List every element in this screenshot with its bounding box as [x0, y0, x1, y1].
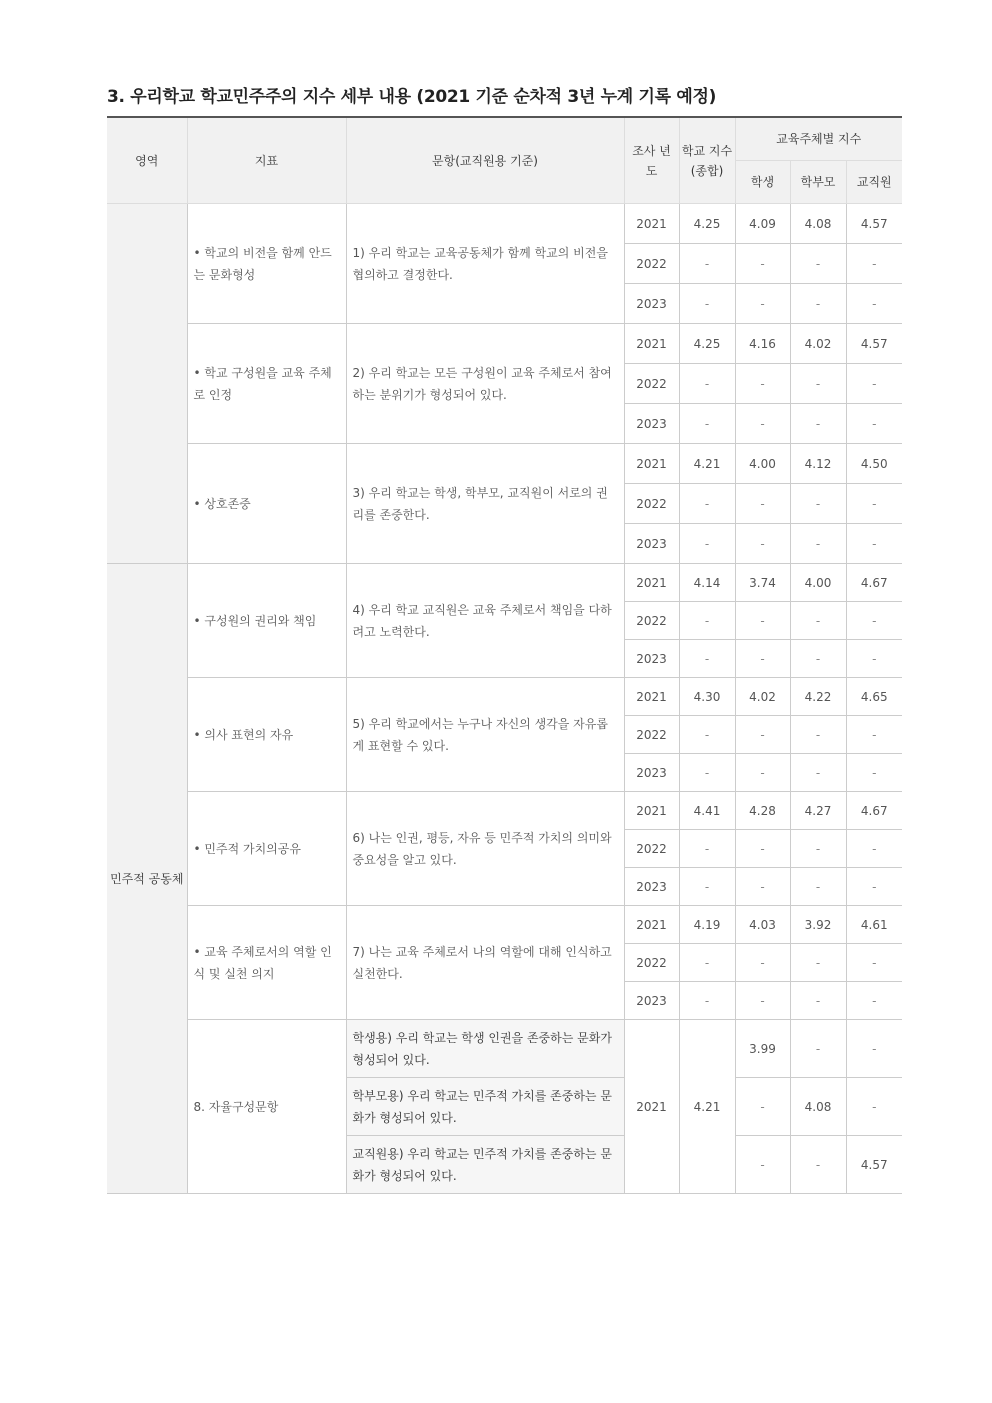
parent-index-cell: -	[790, 364, 846, 404]
year-cell: 2021	[624, 204, 679, 244]
item-cell: 2) 우리 학교는 모든 구성원이 교육 주체로서 참여하는 분위기가 형성되어 있다.	[346, 324, 624, 444]
student-index-cell: -	[735, 1136, 790, 1194]
student-index-cell: -	[735, 944, 790, 982]
item-cell: 교직원용) 우리 학교는 민주적 가치를 존중하는 문화가 형성되어 있다.	[346, 1136, 624, 1194]
parent-index-cell: -	[790, 868, 846, 906]
header-teacher: 교직원	[846, 161, 902, 204]
teacher-index-cell: -	[846, 404, 902, 444]
year-cell: 2021	[624, 324, 679, 364]
indicator-cell: • 구성원의 권리와 책임	[187, 564, 346, 678]
item-cell: 1) 우리 학교는 교육공동체가 함께 학교의 비전을 협의하고 결정한다.	[346, 204, 624, 324]
year-cell: 2023	[624, 284, 679, 324]
year-cell: 2022	[624, 716, 679, 754]
table-row	[107, 564, 902, 602]
table-row	[107, 678, 902, 716]
table-row	[107, 444, 902, 484]
student-index-cell: -	[735, 364, 790, 404]
teacher-index-cell: 4.57	[846, 324, 902, 364]
item-cell: 학부모용) 우리 학교는 민주적 가치를 존중하는 문화가 형성되어 있다.	[346, 1078, 624, 1136]
year-cell: 2021	[624, 906, 679, 944]
item-cell: 학생용) 우리 학교는 학생 인권을 존중하는 문화가 형성되어 있다.	[346, 1020, 624, 1078]
parent-index-cell: -	[790, 754, 846, 792]
parent-index-cell: 4.00	[790, 564, 846, 602]
student-index-cell: -	[735, 716, 790, 754]
year-cell: 2022	[624, 944, 679, 982]
parent-index-cell: -	[790, 284, 846, 324]
indicator-cell: • 학교 구성원을 교육 주체로 인정	[187, 324, 346, 444]
year-cell: 2023	[624, 404, 679, 444]
student-index-cell: 3.99	[735, 1020, 790, 1078]
school-index-cell: 4.21	[679, 444, 735, 484]
school-index-cell: -	[679, 244, 735, 284]
teacher-index-cell: 4.61	[846, 906, 902, 944]
school-index-cell: -	[679, 868, 735, 906]
indicator-cell: • 교육 주체로서의 역할 인식 및 실천 의지	[187, 906, 346, 1020]
section-title: 3. 우리학교 학교민주주의 지수 세부 내용 (2021 기준 순차적 3년 누계 기록 예정)	[107, 87, 717, 107]
parent-index-cell: 4.12	[790, 444, 846, 484]
teacher-index-cell: -	[846, 1078, 902, 1136]
year-cell: 2021	[624, 564, 679, 602]
parent-index-cell: -	[790, 1020, 846, 1078]
teacher-index-cell: -	[846, 524, 902, 564]
indicator-cell: 8. 자율구성문항	[187, 1020, 346, 1194]
header-group-index: 교육주체별 지수	[735, 117, 902, 161]
school-index-cell: -	[679, 602, 735, 640]
school-index-cell: 4.30	[679, 678, 735, 716]
year-cell: 2023	[624, 982, 679, 1020]
student-index-cell: -	[735, 640, 790, 678]
student-index-cell: 3.74	[735, 564, 790, 602]
parent-index-cell: 3.92	[790, 906, 846, 944]
student-index-cell: -	[735, 754, 790, 792]
year-cell: 2022	[624, 484, 679, 524]
teacher-index-cell: -	[846, 982, 902, 1020]
parent-index-cell: -	[790, 1136, 846, 1194]
header-school-index: 학교 지수(종합)	[679, 117, 735, 204]
item-cell: 6) 나는 인권, 평등, 자유 등 민주적 가치의 의미와 중요성을 알고 있다.	[346, 792, 624, 906]
teacher-index-cell: 4.57	[846, 204, 902, 244]
header-area: 영역	[107, 117, 187, 204]
teacher-index-cell: -	[846, 602, 902, 640]
parent-index-cell: -	[790, 244, 846, 284]
year-cell: 2021	[624, 678, 679, 716]
parent-index-cell: -	[790, 484, 846, 524]
teacher-index-cell: -	[846, 484, 902, 524]
teacher-index-cell: -	[846, 640, 902, 678]
year-cell: 2021	[624, 1020, 679, 1194]
student-index-cell: -	[735, 602, 790, 640]
student-index-cell: -	[735, 830, 790, 868]
school-index-cell: -	[679, 830, 735, 868]
teacher-index-cell: 4.67	[846, 564, 902, 602]
teacher-index-cell: 4.65	[846, 678, 902, 716]
header-student: 학생	[735, 161, 790, 204]
student-index-cell: 4.09	[735, 204, 790, 244]
year-cell: 2022	[624, 602, 679, 640]
school-index-cell: -	[679, 944, 735, 982]
parent-index-cell: -	[790, 404, 846, 444]
table-row	[107, 204, 902, 244]
area-cell: 민주적 공동체	[107, 564, 187, 1194]
teacher-index-cell: 4.50	[846, 444, 902, 484]
teacher-index-cell: -	[846, 1020, 902, 1078]
school-index-cell: -	[679, 364, 735, 404]
student-index-cell: 4.00	[735, 444, 790, 484]
header-year: 조사 년도	[624, 117, 679, 204]
student-index-cell: 4.16	[735, 324, 790, 364]
student-index-cell: -	[735, 868, 790, 906]
indicator-cell: • 상호존중	[187, 444, 346, 564]
teacher-index-cell: -	[846, 944, 902, 982]
parent-index-cell: 4.27	[790, 792, 846, 830]
year-cell: 2021	[624, 444, 679, 484]
indicator-cell: • 민주적 가치의공유	[187, 792, 346, 906]
parent-index-cell: -	[790, 830, 846, 868]
table-row	[107, 1020, 902, 1078]
parent-index-cell: -	[790, 982, 846, 1020]
school-index-cell: -	[679, 284, 735, 324]
year-cell: 2022	[624, 830, 679, 868]
parent-index-cell: -	[790, 602, 846, 640]
indicator-cell: • 의사 표현의 자유	[187, 678, 346, 792]
student-index-cell: -	[735, 982, 790, 1020]
student-index-cell: 4.28	[735, 792, 790, 830]
school-index-cell: 4.19	[679, 906, 735, 944]
teacher-index-cell: -	[846, 868, 902, 906]
school-index-cell: -	[679, 982, 735, 1020]
item-cell: 4) 우리 학교 교직원은 교육 주체로서 책임을 다하려고 노력한다.	[346, 564, 624, 678]
school-index-cell: -	[679, 484, 735, 524]
table-row	[107, 906, 902, 944]
teacher-index-cell: -	[846, 364, 902, 404]
area-cell-empty	[107, 204, 187, 564]
school-index-cell: -	[679, 640, 735, 678]
item-cell: 3) 우리 학교는 학생, 학부모, 교직원이 서로의 권리를 존중한다.	[346, 444, 624, 564]
teacher-index-cell: 4.67	[846, 792, 902, 830]
school-index-cell: -	[679, 716, 735, 754]
header-indicator: 지표	[187, 117, 346, 204]
year-cell: 2023	[624, 524, 679, 564]
teacher-index-cell: 4.57	[846, 1136, 902, 1194]
indicator-cell: • 학교의 비전을 함께 안드는 문화형성	[187, 204, 346, 324]
parent-index-cell: 4.22	[790, 678, 846, 716]
parent-index-cell: 4.02	[790, 324, 846, 364]
table-body	[107, 204, 902, 1194]
student-index-cell: -	[735, 524, 790, 564]
teacher-index-cell: -	[846, 830, 902, 868]
student-index-cell: -	[735, 1078, 790, 1136]
year-cell: 2023	[624, 640, 679, 678]
table-row	[107, 792, 902, 830]
student-index-cell: -	[735, 244, 790, 284]
student-index-cell: 4.03	[735, 906, 790, 944]
school-index-cell: 4.14	[679, 564, 735, 602]
parent-index-cell: 4.08	[790, 1078, 846, 1136]
student-index-cell: 4.02	[735, 678, 790, 716]
parent-index-cell: -	[790, 716, 846, 754]
democracy-index-table	[107, 116, 902, 1194]
year-cell: 2022	[624, 364, 679, 404]
parent-index-cell: -	[790, 524, 846, 564]
school-index-cell: 4.21	[679, 1020, 735, 1194]
year-cell: 2022	[624, 244, 679, 284]
student-index-cell: -	[735, 484, 790, 524]
parent-index-cell: -	[790, 944, 846, 982]
school-index-cell: -	[679, 754, 735, 792]
table-row	[107, 324, 902, 364]
item-cell: 7) 나는 교육 주체로서 나의 역할에 대해 인식하고 실천한다.	[346, 906, 624, 1020]
teacher-index-cell: -	[846, 754, 902, 792]
item-cell: 5) 우리 학교에서는 누구나 자신의 생각을 자유롭게 표현할 수 있다.	[346, 678, 624, 792]
teacher-index-cell: -	[846, 716, 902, 754]
year-cell: 2021	[624, 792, 679, 830]
year-cell: 2023	[624, 754, 679, 792]
header-item: 문항(교직원용 기준)	[346, 117, 624, 204]
student-index-cell: -	[735, 284, 790, 324]
teacher-index-cell: -	[846, 244, 902, 284]
school-index-cell: -	[679, 404, 735, 444]
header-parent: 학부모	[790, 161, 846, 204]
student-index-cell: -	[735, 404, 790, 444]
school-index-cell: 4.25	[679, 204, 735, 244]
parent-index-cell: -	[790, 640, 846, 678]
teacher-index-cell: -	[846, 284, 902, 324]
school-index-cell: 4.41	[679, 792, 735, 830]
school-index-cell: -	[679, 524, 735, 564]
school-index-cell: 4.25	[679, 324, 735, 364]
year-cell: 2023	[624, 868, 679, 906]
parent-index-cell: 4.08	[790, 204, 846, 244]
